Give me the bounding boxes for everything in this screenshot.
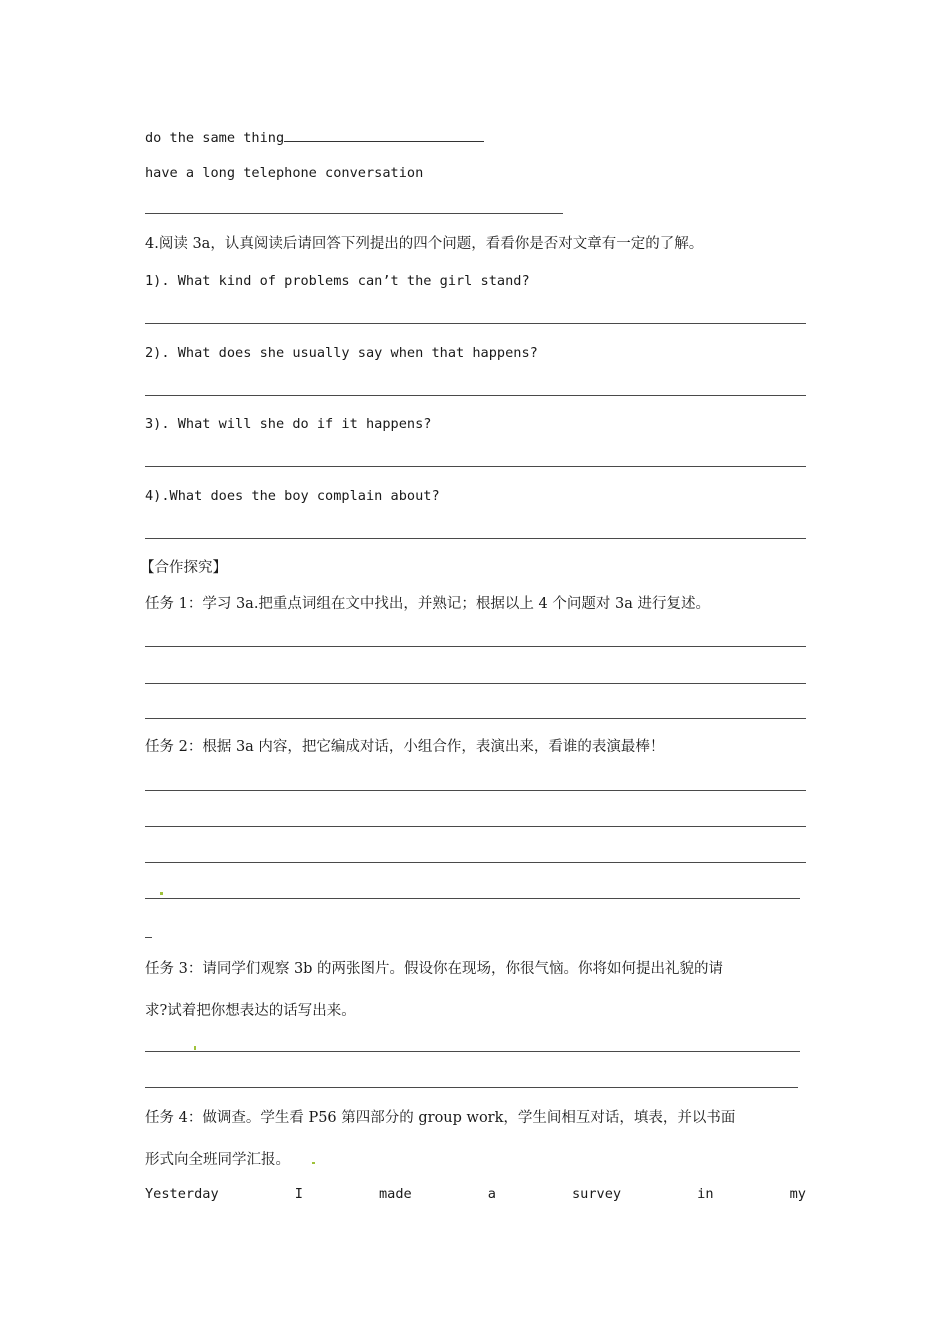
- phrase-same-thing: [145, 127, 484, 148]
- survey-word: made: [378, 1186, 412, 1202]
- answer-line[interactable]: [145, 683, 806, 684]
- task-3-line-2: 求?试着把你想表达的话写出来。: [145, 1003, 356, 1019]
- green-dot-mark: [160, 892, 163, 895]
- question-3: 3). What will she do if it happens?: [145, 416, 432, 432]
- answer-line[interactable]: [145, 826, 806, 827]
- answer-line[interactable]: [145, 213, 563, 214]
- answer-line[interactable]: [145, 718, 806, 719]
- answer-line[interactable]: [145, 1087, 798, 1088]
- task-4-line-1: 任务 4：做调查。学生看 P56 第四部分的 group work，学生间相互对话，填表，并以书面: [145, 1110, 736, 1126]
- task-2: 任务 2：根据 3a 内容，把它编成对话，小组合作，表演出来，看谁的表演最棒！: [145, 739, 665, 755]
- green-dot-mark: [194, 1046, 196, 1050]
- answer-line[interactable]: [145, 538, 806, 539]
- answer-line[interactable]: [145, 1051, 800, 1052]
- survey-word: in: [697, 1186, 714, 1202]
- survey-word: a: [487, 1186, 496, 1202]
- answer-line[interactable]: [145, 323, 806, 324]
- answer-line[interactable]: [145, 898, 800, 899]
- task-4-line-2: [145, 1150, 290, 1170]
- green-dot-mark: [312, 1162, 315, 1164]
- answer-line[interactable]: [145, 466, 806, 467]
- section-title: 【合作探究】: [140, 560, 227, 576]
- answer-line[interactable]: [145, 790, 806, 791]
- task-1: 任务 1：学习 3a.把重点词组在文中找出，并熟记；根据以上 4 个问题对 3a 进行复述。: [145, 596, 710, 612]
- question-4: 4).What does the boy complain about?: [145, 488, 440, 504]
- phrase-telephone: have a long telephone conversation: [145, 165, 424, 181]
- phrase-text: do the same thing: [145, 130, 285, 146]
- answer-line[interactable]: [145, 862, 806, 863]
- survey-word: survey: [571, 1186, 622, 1202]
- survey-word: my: [789, 1186, 806, 1202]
- reading-instruction: 4.阅读 3a，认真阅读后请回答下列提出的四个问题，看看你是否对文章有一定的了解。: [145, 236, 704, 252]
- survey-sentence: [145, 1186, 806, 1202]
- survey-word: I: [294, 1186, 303, 1202]
- question-2: 2). What does she usually say when that happens?: [145, 345, 538, 361]
- answer-line[interactable]: [145, 395, 806, 396]
- question-1: 1). What kind of problems can’t the girl stand?: [145, 273, 530, 289]
- answer-line[interactable]: [145, 646, 806, 647]
- task-3-line-1: 任务 3：请同学们观察 3b 的两张图片。假设你在现场，你很气恼。你将如何提出礼貌的请: [145, 961, 724, 977]
- survey-word: Yesterday: [145, 1186, 219, 1202]
- task-4-text: 形式向全班同学汇报。: [145, 1152, 290, 1168]
- answer-blank[interactable]: [284, 127, 484, 142]
- answer-line-stub[interactable]: [145, 937, 152, 938]
